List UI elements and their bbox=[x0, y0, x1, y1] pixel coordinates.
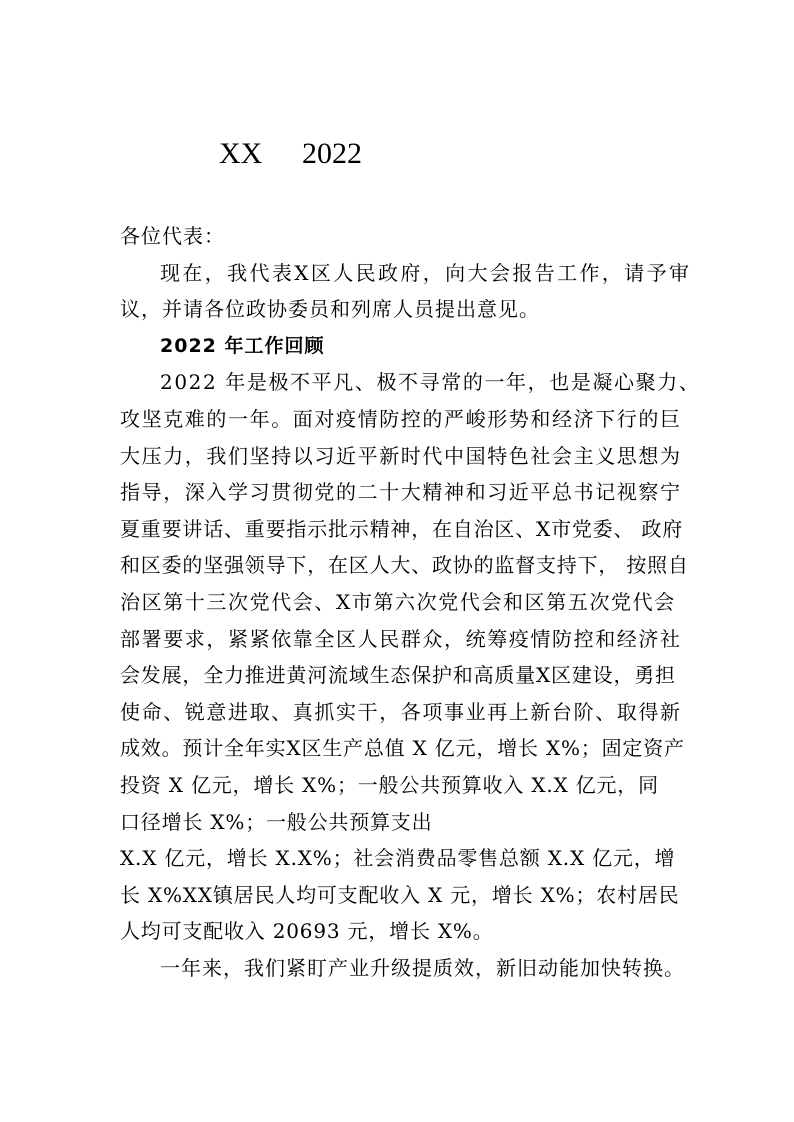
review-line: 2022 年是极不平凡、极不寻常的一年，也是凝心聚力、 bbox=[160, 370, 701, 395]
review-paragraph bbox=[120, 364, 701, 950]
review-line: 大压力，我们坚持以习近平新时代中国特色社会主义思想为 bbox=[120, 443, 682, 468]
review-line: X.X 亿元，增长 X.X%；社会消费品零售总额 X.X 亿元，增 bbox=[120, 846, 676, 871]
review-line: 口径增长 X%；一般公共预算支出 bbox=[120, 809, 433, 834]
intro-paragraph: 现在，我代表X区人民政府，向大会报告工作，请予审议，并请各位政协委员和列席人员提出意见。 bbox=[120, 260, 690, 322]
review-line: 和区委的坚强领导下，在区人大、政协的监督支持下， 按照自 bbox=[120, 553, 689, 578]
review-line: 使命、锐意进取、真抓实干，各项事业再上新台阶、取得新 bbox=[120, 699, 682, 724]
review-line: 攻坚克难的一年。面对疫情防控的严峻形势和经济下行的巨 bbox=[120, 406, 682, 431]
section-heading: 2022 年工作回顾 bbox=[160, 334, 325, 357]
title-part-year: 2022 bbox=[302, 137, 362, 170]
review-line: 治区第十三次党代会、X市第六次党代会和区第五次党代会 bbox=[120, 589, 676, 614]
review-line: 长 X%XX镇居民人均可支配收入 X 元，增长 X%；农村居民 bbox=[120, 882, 680, 907]
review-line: 会发展，全力推进黄河流域生态保护和高质量X区建设，勇担 bbox=[120, 663, 676, 688]
salutation: 各位代表： bbox=[120, 224, 225, 248]
review-line: 成效。预计全年实X区生产总值 X 亿元，增长 X%；固定资产 bbox=[120, 736, 685, 761]
achievements-paragraph: 一年来，我们紧盯产业升级提质效，新旧动能加快转换。 bbox=[160, 955, 685, 980]
review-line: 投资 X 亿元，增长 X%；一般公共预算收入 X.X 亿元，同 bbox=[120, 772, 659, 797]
review-line: 人均可支配收入 20693 元，增长 X%。 bbox=[120, 919, 494, 944]
report-body bbox=[120, 218, 701, 986]
review-line: 指导，深入学习贯彻党的二十大精神和习近平总书记视察宁 bbox=[120, 480, 682, 505]
review-line: 部署要求，紧紧依靠全区人民群众，统筹疫情防控和经济社 bbox=[120, 626, 682, 651]
title-part-region: XX bbox=[219, 137, 263, 170]
review-line: 夏重要讲话、重要指示批示精神，在自治区、X市党委、 政府 bbox=[120, 516, 683, 541]
